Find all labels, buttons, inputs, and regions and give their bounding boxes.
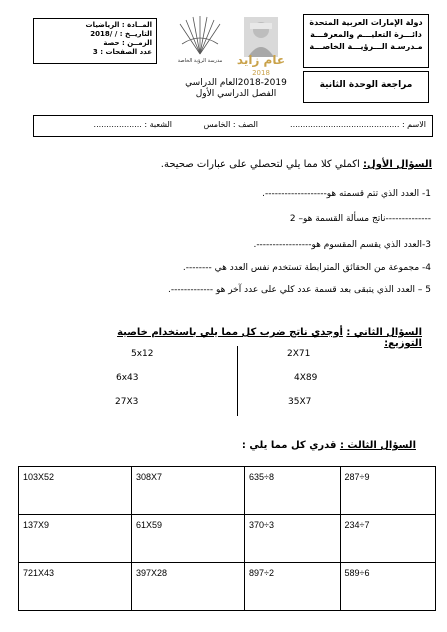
q1-item-2: --------------ناتج مسألة القسمة هو– 2 xyxy=(289,214,431,224)
page-count: عدد الصفحات : 3 xyxy=(92,48,152,56)
academic-year-info xyxy=(176,78,296,99)
table-cell: 589÷6 xyxy=(340,563,436,611)
time: الزمــن : حصة xyxy=(103,39,152,47)
q3-title: السؤال الثالث : xyxy=(339,440,416,451)
table-cell: 234÷7 xyxy=(340,515,436,563)
exam-info-box xyxy=(33,18,157,64)
q2-right-2: 4X89 xyxy=(294,373,318,383)
table-cell: 370÷3 xyxy=(245,515,340,563)
q1-item-3: 3-العدد الذي يقسم المقسوم هو-----------------. xyxy=(253,240,431,250)
review-title: مراجعة الوحدة الثانية xyxy=(319,80,413,90)
q3-instruction: قدري كل مما يلي : xyxy=(241,440,337,451)
estimation-table xyxy=(18,466,436,611)
department-name: دائـــرة التعليـــم والمعرفـــة xyxy=(310,30,422,39)
q1-title: السؤال الأول: xyxy=(363,159,432,170)
student-info-box xyxy=(33,115,433,137)
student-name-field: الاسم : ........................................... xyxy=(290,120,426,129)
table-row xyxy=(19,563,436,611)
grade-field: الصف : الخامس xyxy=(203,120,258,129)
table-row xyxy=(19,467,436,515)
semester: الفصل الدراسي الأول xyxy=(195,89,277,99)
country-name: دولة الإمارات العربية المتحدة xyxy=(309,18,423,27)
q1-item-4: 4- مجموعة من الحقائق المترابطة تستخدم نفس العدد هي --------. xyxy=(182,263,431,273)
q1-heading xyxy=(120,159,432,170)
q2-heading xyxy=(100,327,422,349)
q2-divider xyxy=(237,346,238,416)
review-title-box xyxy=(303,71,429,103)
school-name: مـدرسـة الـــرؤيـــة الخاصـــة xyxy=(309,42,423,51)
q2-left-1: 5x12 xyxy=(131,349,154,359)
school-header-box xyxy=(303,14,429,68)
logo-year: 2018 xyxy=(252,69,270,77)
table-cell: 287÷9 xyxy=(340,467,436,515)
table-cell: 397X28 xyxy=(132,563,245,611)
section-field: الشعبة : ................... xyxy=(93,120,172,129)
q1-instruction: اكملي كلا مما يلي لتحصلي على عبارات صحيحة. xyxy=(160,159,360,170)
year-of-zayed-logo xyxy=(232,17,288,79)
table-cell: 635÷8 xyxy=(245,467,340,515)
table-cell: 308X7 xyxy=(132,467,245,515)
q2-instruction: أوجدي ناتج ضرب كل مما يلي باستخدام خاصية التوزيع: xyxy=(117,327,422,349)
table-cell: 721X43 xyxy=(19,563,132,611)
q2-title: السؤال الثاني : xyxy=(346,327,422,338)
q2-right-1: 2X71 xyxy=(287,349,311,359)
table-cell: 897÷2 xyxy=(245,563,340,611)
table-row xyxy=(19,515,436,563)
q1-item-1: 1- العدد الذي تتم قسمته هو-------------------. xyxy=(262,189,431,199)
table-cell: 137X9 xyxy=(19,515,132,563)
date: التاريــخ : / /2018 xyxy=(90,30,152,38)
school-logo-caption: مدرسة الرؤية الخاصة xyxy=(177,58,223,64)
q2-right-3: 35X7 xyxy=(288,397,312,407)
q2-left-3: 27X3 xyxy=(115,397,139,407)
subject: المــادة : الرياضيات xyxy=(85,21,152,29)
table-cell: 103X52 xyxy=(19,467,132,515)
q1-item-5: 5 – العدد الذي يتبقى بعد قسمة عدد كلي على عدد آخر هو -------------. xyxy=(168,285,431,295)
q3-heading xyxy=(200,440,416,451)
academic-year: 2018-2019العام الدراسي xyxy=(185,78,287,88)
table-cell: 61X59 xyxy=(132,515,245,563)
school-logo xyxy=(172,14,228,70)
q2-left-2: 6x43 xyxy=(116,373,139,383)
logo-text: عام زايد xyxy=(236,53,286,67)
